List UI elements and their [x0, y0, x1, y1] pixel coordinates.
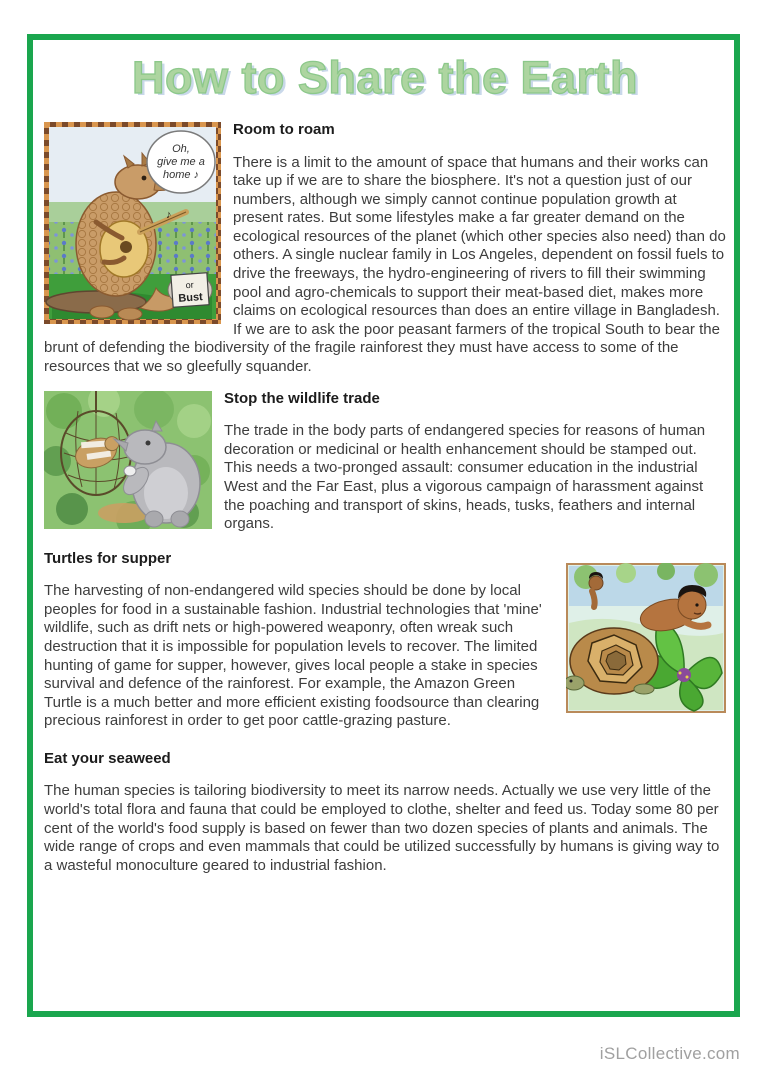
green-turtle-riders-illustration: [566, 563, 726, 713]
svg-text:or: or: [185, 279, 194, 291]
svg-text:home ♪: home ♪: [162, 169, 200, 181]
page-frame: [27, 34, 740, 1017]
rhino-netted-animal-illustration: [44, 391, 212, 529]
svg-text:give me a: give me a: [157, 156, 205, 168]
page-content: [33, 40, 734, 875]
section-eat-your-seaweed: [44, 751, 726, 875]
section-body-stop-wildlife-trade: The trade in the body parts of endangered species for reasons of human decoration or medicinal or health enhancement should be stamped out. This needs a two-pronged assault: consumer education in the industrial West and the Far East, plus a vigorous campaign of harassment against the poaching and transport of skins, heads, tusks, feathers and internal organs.: [224, 422, 706, 533]
section-body-turtles-for-supper: The harvesting of non-endangered wild species should be done by local peoples for food in a sustainable fashion. Industrial technologies that 'mine' wildlife, such as drift nets or high-powered weaponry, often wreak such destruction that it is impossible for population levels to recover. The limited hunting of game for supper, however, gives local people a stake in species survival and defence of the rainforest. For example, the Amazon Green Turtle is a much better and more efficient existing foodsource than clearing precious rainforest in order to get poor cattle-grazing pasture.: [44, 582, 542, 730]
section-heading-stop-wildlife-trade: Stop the wildlife trade: [224, 389, 380, 407]
section-body-room-to-roam: There is a limit to the amount of space that humans and their works can take up if we are to share the biosphere. It's not a question just of our numbers, although we simply cannot continue population growth at present rates. But some lifestyles make a far greater demand on the ecological resources of the planet (which other species also need) than do others. A single nuclear family in Los Angeles, dependent on fossil fuels to drive the freeways, the hydro-engineering of rivers to fill their swimming pool and agro-chemicals to support their meat-based diet, makes more claims on ecological resources than does an entire village in Bangladesh. If we are to ask the poor peasant farmers of the tropical South to bear the brunt of defending the biodiversity of the fragile rainforest they must have access to some of the resources that we so gleefully squander.: [44, 153, 726, 376]
section-room-to-roam: [44, 122, 726, 377]
section-heading-room-to-roam: Room to roam: [233, 121, 335, 138]
svg-text:♪: ♪: [166, 209, 172, 221]
armadillo-guitar-illustration: [44, 122, 221, 329]
section-turtles-for-supper: [44, 551, 726, 731]
page-title: How to Share the Earth: [131, 52, 639, 103]
svg-text:Bust: Bust: [177, 291, 204, 305]
section-stop-wildlife-trade: [44, 391, 726, 535]
section-body-eat-your-seaweed: The human species is tailoring biodiversity to meet its narrow needs. Actually we use very little of the world's total flora and fauna that could be employed to clothe, shelter and feed us. Today some 80 per cent of the world's food supply is based on fewer than two dozen species of plants and animals. The wide range of crops and even mammals that could be utilized successfully by humans is giving way to a wasteful monoculture geared to industrial fashion.: [44, 782, 720, 874]
section-heading-turtles-for-supper: Turtles for supper: [44, 549, 172, 567]
section-heading-eat-your-seaweed: Eat your seaweed: [44, 749, 171, 767]
islcollective-watermark: iSLCollective.com: [599, 1044, 740, 1063]
svg-text:Oh,: Oh,: [172, 143, 190, 155]
